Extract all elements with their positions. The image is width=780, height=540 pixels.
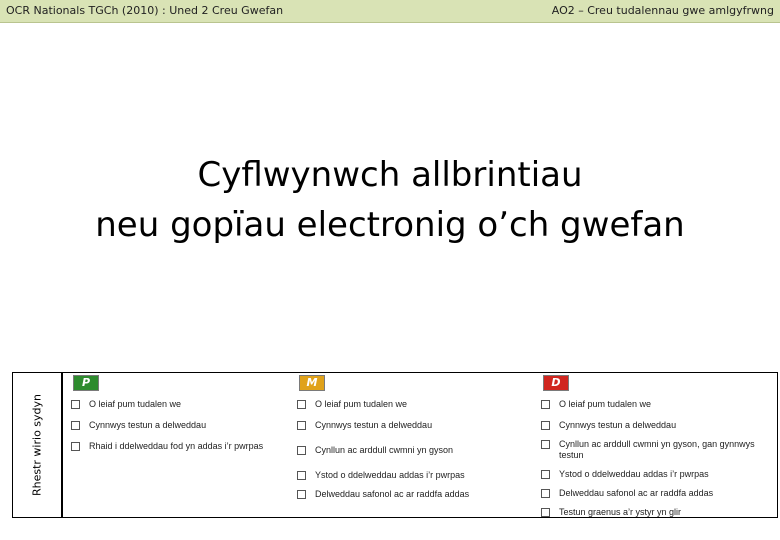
checklist-item-text: Cynnwys testun a delweddau [559,420,677,430]
checklist-item [539,469,775,480]
checklist-item-text: O leiaf pum tudalen we [559,399,652,409]
checklist-item [69,399,283,410]
checklist-item-text: O leiaf pum tudalen we [89,399,182,409]
checkbox[interactable] [297,421,306,430]
merit-badge: M [299,375,325,391]
checkbox[interactable] [297,400,306,409]
checklist-item-text: Ystod o ddelweddau addas i’r pwrpas [315,470,465,480]
checkbox[interactable] [297,490,306,499]
title-line-2: neu gopïau electronig o’ch gwefan [95,205,685,245]
side-label-text: Rhestr wirio sydyn [30,393,44,497]
checklist-item [295,445,531,456]
pass-badge: P [73,375,99,391]
checkbox[interactable] [541,440,550,449]
checkbox[interactable] [71,400,80,409]
checkbox[interactable] [541,400,550,409]
pass-column [69,375,283,460]
course-title: OCR Nationals TGCh (2010) : Uned 2 Creu Gwefan [6,4,284,17]
checklist-item-text: Ystod o ddelweddau addas i’r pwrpas [559,469,709,479]
checklist-item [295,470,531,481]
merit-column [295,375,531,508]
checklist-item-text: Cynllun ac arddull cwmni yn gyson, gan gynnwys testun [559,439,755,460]
checklist-item-text: Delweddau safonol ac ar raddfa addas [559,488,714,498]
checklist-item-text: O leiaf pum tudalen we [315,399,408,409]
checklist-item [539,420,775,431]
checklist-item [69,441,283,452]
checkbox[interactable] [541,421,550,430]
checklist-item [295,420,531,431]
checkbox[interactable] [71,421,80,430]
checkbox[interactable] [297,471,306,480]
checklist-item [295,399,531,410]
checklist-item-text: Rhaid i ddelweddau fod yn addas i’r pwrpas [89,441,264,451]
checkbox[interactable] [71,442,80,451]
checklist-item [295,489,531,500]
objective-title: AO2 – Creu tudalennau gwe amlgyfrwng [551,4,774,17]
checklist-item-text: Cynnwys testun a delweddau [89,420,207,430]
checkbox[interactable] [541,489,550,498]
checklist-item-text: Cynnwys testun a delweddau [315,420,433,430]
checklist-item [539,488,775,499]
checklist-item [539,399,775,410]
checklist-side-label [12,372,62,518]
checklist-item-text: Cynllun ac arddull cwmni yn gyson [315,445,454,455]
checkbox[interactable] [541,508,550,517]
distinction-column [539,375,775,518]
checkbox[interactable] [541,470,550,479]
checklist-item [539,507,775,518]
title-line-1: Cyflwynwch allbrintiau [197,155,583,195]
slide-title [0,150,780,250]
checklist-item [69,420,283,431]
distinction-badge: D [543,375,569,391]
checklist-item-text: Delweddau safonol ac ar raddfa addas [315,489,470,499]
checklist-panel [62,372,778,518]
checklist-item [539,439,775,461]
header-bar [0,0,780,23]
checklist-item-text: Testun graenus a’r ystyr yn glir [559,507,682,517]
checkbox[interactable] [297,446,306,455]
